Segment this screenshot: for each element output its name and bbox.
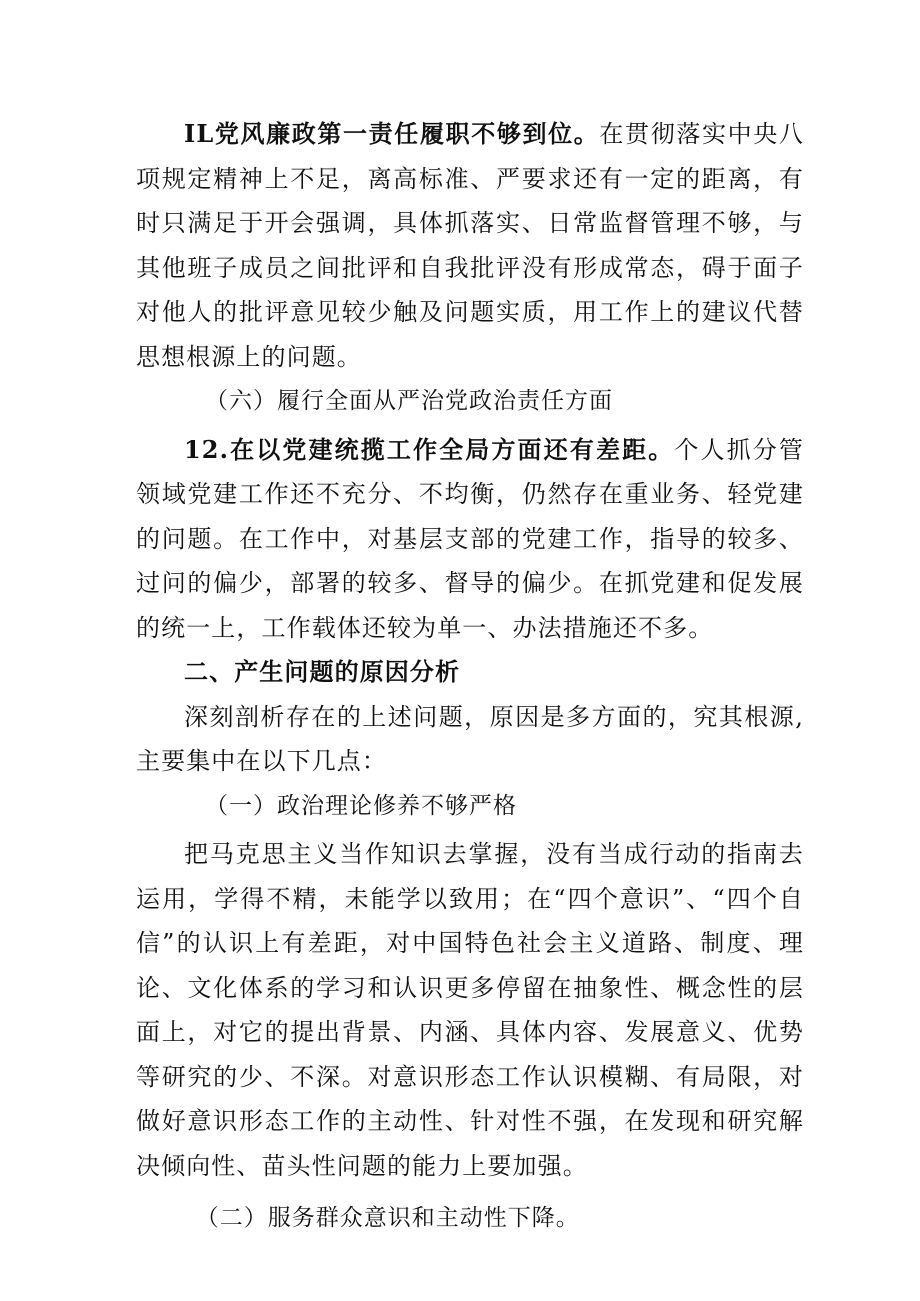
paragraph-lead: IL党风廉政第一责任履职不够到位。 [184, 119, 600, 148]
cause-1-title: （一）政治理论修养不够严格 [205, 792, 517, 819]
section-6-title: （六）履行全面从严治党政治责任方面 [205, 388, 613, 414]
paragraph-body: 个人抓分管领域党建工作还不充分、不均衡，仍然存在重业务、轻党建的问题。在工作中，对基层支部的党建工作，指导的较多、过问的偏少，部署的较多、督导的偏少。在抓党建和促发展的统一上，工作载体还较为单一、办法措施还不多。 [136, 435, 804, 642]
spacer [136, 1188, 804, 1196]
document-page [136, 112, 804, 1241]
part-2-intro: 深刻剖析存在的上述问题，原因是多方面的，究其根源,主要集中在以下几点： [136, 702, 804, 775]
cause-2-title: （二）服务群众意识和主动性下降。 [195, 1205, 580, 1231]
paragraph-item-11 [136, 112, 804, 379]
cause-1-body: 把马克思主义当作知识去掌握，没有当成行动的指南去运用，学得不精，未能学以致用；在“四个意识”、“四个自信”的认识上有差距，对中国特色社会主义道路、制度、理论、文化体系的学习和认识更多停留在抽象性、概念性的层面上，对它的提出背景、内涵、具体内容、发展意义、优势等研究的少、不深。对意识形态工作认识模糊、有局限，对做好意识形态工作的主动性、针对性不强，在发现和研究解决倾向性、苗头性问题的能力上要加强。 [136, 840, 804, 1180]
paragraph-item-12 [136, 428, 804, 651]
paragraph-body: 在贯彻落实中央八项规定精神上不足，离高标准、严要求还有一定的距离，有时只满足于开会强调，具体抓落实、日常监督管理不够，与其他班子成员之间批评和自我批评没有形成常态，碍于面子对他人的批评意见较少触及问题实质，用工作上的建议代替思想根源上的问题。 [136, 120, 804, 371]
part-2-title: 二、产生问题的原因分析 [184, 658, 461, 686]
paragraph-lead: 12.在以党建统揽工作全局方面还有差距。 [184, 434, 675, 464]
